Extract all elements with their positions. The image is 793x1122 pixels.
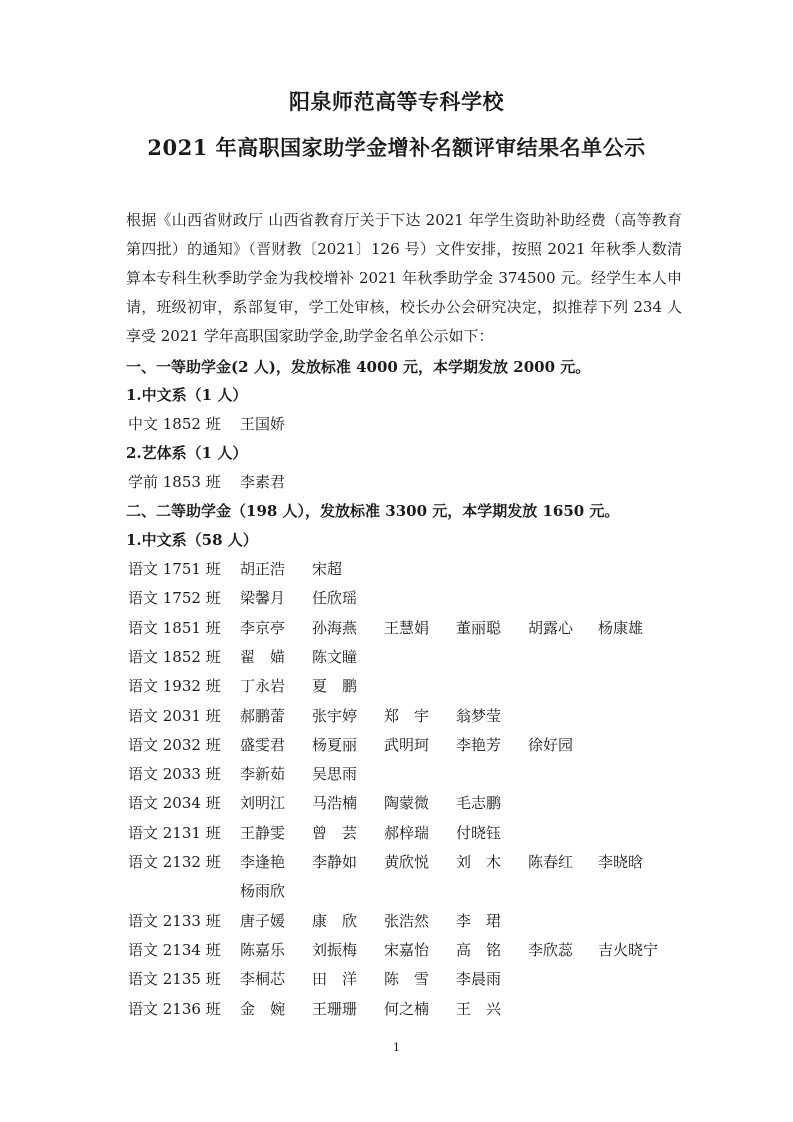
dept-heading: 1.中文系（58 人）	[126, 531, 258, 549]
student-name: 曾 芸	[312, 824, 358, 842]
student-name: 陈 雪	[384, 970, 430, 988]
section-heading-second-grade: 二、二等助学金（198 人），发放标准 3300 元，本学期发放 1650 元。	[126, 502, 620, 520]
student-name: 王慧娟	[384, 619, 430, 637]
class-name: 语文 2134 班	[128, 941, 221, 959]
class-name: 语文 1851 班	[128, 619, 221, 637]
student-name: 郝梓瑞	[384, 824, 430, 842]
student-name: 胡露心	[528, 619, 574, 637]
student-name: 李欣蕊	[528, 941, 574, 959]
student-name: 盛雯君	[240, 736, 286, 754]
dept-heading: 1.中文系（1 人）	[126, 386, 248, 404]
student-name: 李静如	[312, 853, 358, 871]
student-name: 张宇婷	[312, 707, 358, 725]
student-name: 梁馨月	[240, 589, 286, 607]
document-title: 阳泉师范高等专科学校	[289, 89, 504, 114]
class-name: 语文 2031 班	[128, 707, 221, 725]
student-name: 王 兴	[456, 1000, 502, 1018]
class-name: 语文 2032 班	[128, 736, 221, 754]
class-name: 语文 2034 班	[128, 794, 221, 812]
student-name: 翁梦莹	[456, 707, 502, 725]
student-name: 丁永岩	[240, 677, 286, 695]
document-subtitle: 2021 年高职国家助学金增补名额评审结果名单公示	[147, 135, 646, 160]
class-name: 语文 2136 班	[128, 1000, 221, 1018]
student-name: 郝鹏蕾	[240, 707, 286, 725]
class-name: 学前 1853 班	[128, 473, 221, 491]
student-name: 马浩楠	[312, 794, 358, 812]
student-name: 任欣瑶	[312, 589, 358, 607]
student-name: 刘明江	[240, 794, 286, 812]
student-name: 刘 木	[456, 853, 502, 871]
student-name: 陈嘉乐	[240, 941, 286, 959]
class-name: 语文 2131 班	[128, 824, 221, 842]
student-name: 李桐芯	[240, 970, 286, 988]
student-name: 吉火晓宁	[598, 941, 659, 959]
class-name: 语文 1932 班	[128, 677, 221, 695]
student-name: 李晓晗	[598, 853, 644, 871]
class-name: 中文 1852 班	[128, 415, 221, 433]
student-name: 陈春红	[528, 853, 574, 871]
student-name: 董丽聪	[456, 619, 502, 637]
student-name: 夏 鹏	[312, 677, 358, 695]
student-name: 武明珂	[384, 736, 430, 754]
dept-heading: 2.艺体系（1 人）	[126, 444, 248, 462]
student-name: 付晓钰	[456, 824, 502, 842]
student-name: 刘振梅	[312, 941, 358, 959]
student-name: 杨雨欣	[240, 882, 286, 900]
student-name: 郑 宇	[384, 707, 430, 725]
student-name: 李素君	[240, 473, 286, 491]
class-name: 语文 1751 班	[128, 560, 221, 578]
student-name: 吴思雨	[312, 765, 358, 783]
section-heading-first-grade: 一、一等助学金(2 人)，发放标准 4000 元，本学期发放 2000 元。	[126, 358, 591, 376]
student-name: 陈文瞳	[312, 648, 358, 666]
student-name: 李新茹	[240, 765, 286, 783]
student-name: 宋超	[312, 560, 343, 578]
student-name: 张浩然	[384, 912, 430, 930]
student-name: 毛志鹏	[456, 794, 502, 812]
intro-text: 根据《山西省财政厅 山西省教育厅关于下达 2021 年学生资助补助经费（高等教育第四批）的通知》（晋财教〔2021〕126 号）文件安排，按照 2021 年秋季人数清算本专科生秋季助学金为我校增补 2021 年秋季助学金 374500 元。经学生本人申请，班级初审，系部复审，学工处审核，校长办公会研究决定，拟推荐下列 234 人享受 2021 学年高职国家助学金,助学金名单公示如下：	[126, 211, 682, 345]
student-name: 李艳芳	[456, 736, 502, 754]
student-name: 李逢艳	[240, 853, 286, 871]
intro-paragraph	[126, 206, 682, 351]
student-name: 何之楠	[384, 1000, 430, 1018]
class-name: 语文 1752 班	[128, 589, 221, 607]
student-name: 王国娇	[240, 415, 286, 433]
class-name: 语文 2133 班	[128, 912, 221, 930]
student-name: 李 珺	[456, 912, 502, 930]
student-name: 杨夏丽	[312, 736, 358, 754]
class-name: 语文 2132 班	[128, 853, 221, 871]
student-name: 宋嘉怡	[384, 941, 430, 959]
student-name: 王静雯	[240, 824, 286, 842]
student-name: 唐子媛	[240, 912, 286, 930]
student-name: 杨康雄	[598, 619, 644, 637]
student-name: 王珊珊	[312, 1000, 358, 1018]
student-name: 高 铭	[456, 941, 502, 959]
student-name: 田 洋	[312, 970, 358, 988]
student-name: 李京亭	[240, 619, 286, 637]
student-name: 胡正浩	[240, 560, 286, 578]
student-name: 陶蒙微	[384, 794, 430, 812]
student-name: 金 婉	[240, 1000, 286, 1018]
student-name: 黄欣悦	[384, 853, 430, 871]
class-name: 语文 2033 班	[128, 765, 221, 783]
student-name: 翟 媌	[240, 648, 286, 666]
class-name: 语文 2135 班	[128, 970, 221, 988]
class-name: 语文 1852 班	[128, 648, 221, 666]
student-name: 李晨雨	[456, 970, 502, 988]
student-name: 康 欣	[312, 912, 358, 930]
student-name: 徐好园	[528, 736, 574, 754]
student-name: 孙海燕	[312, 619, 358, 637]
page-number: 1	[393, 1041, 400, 1054]
